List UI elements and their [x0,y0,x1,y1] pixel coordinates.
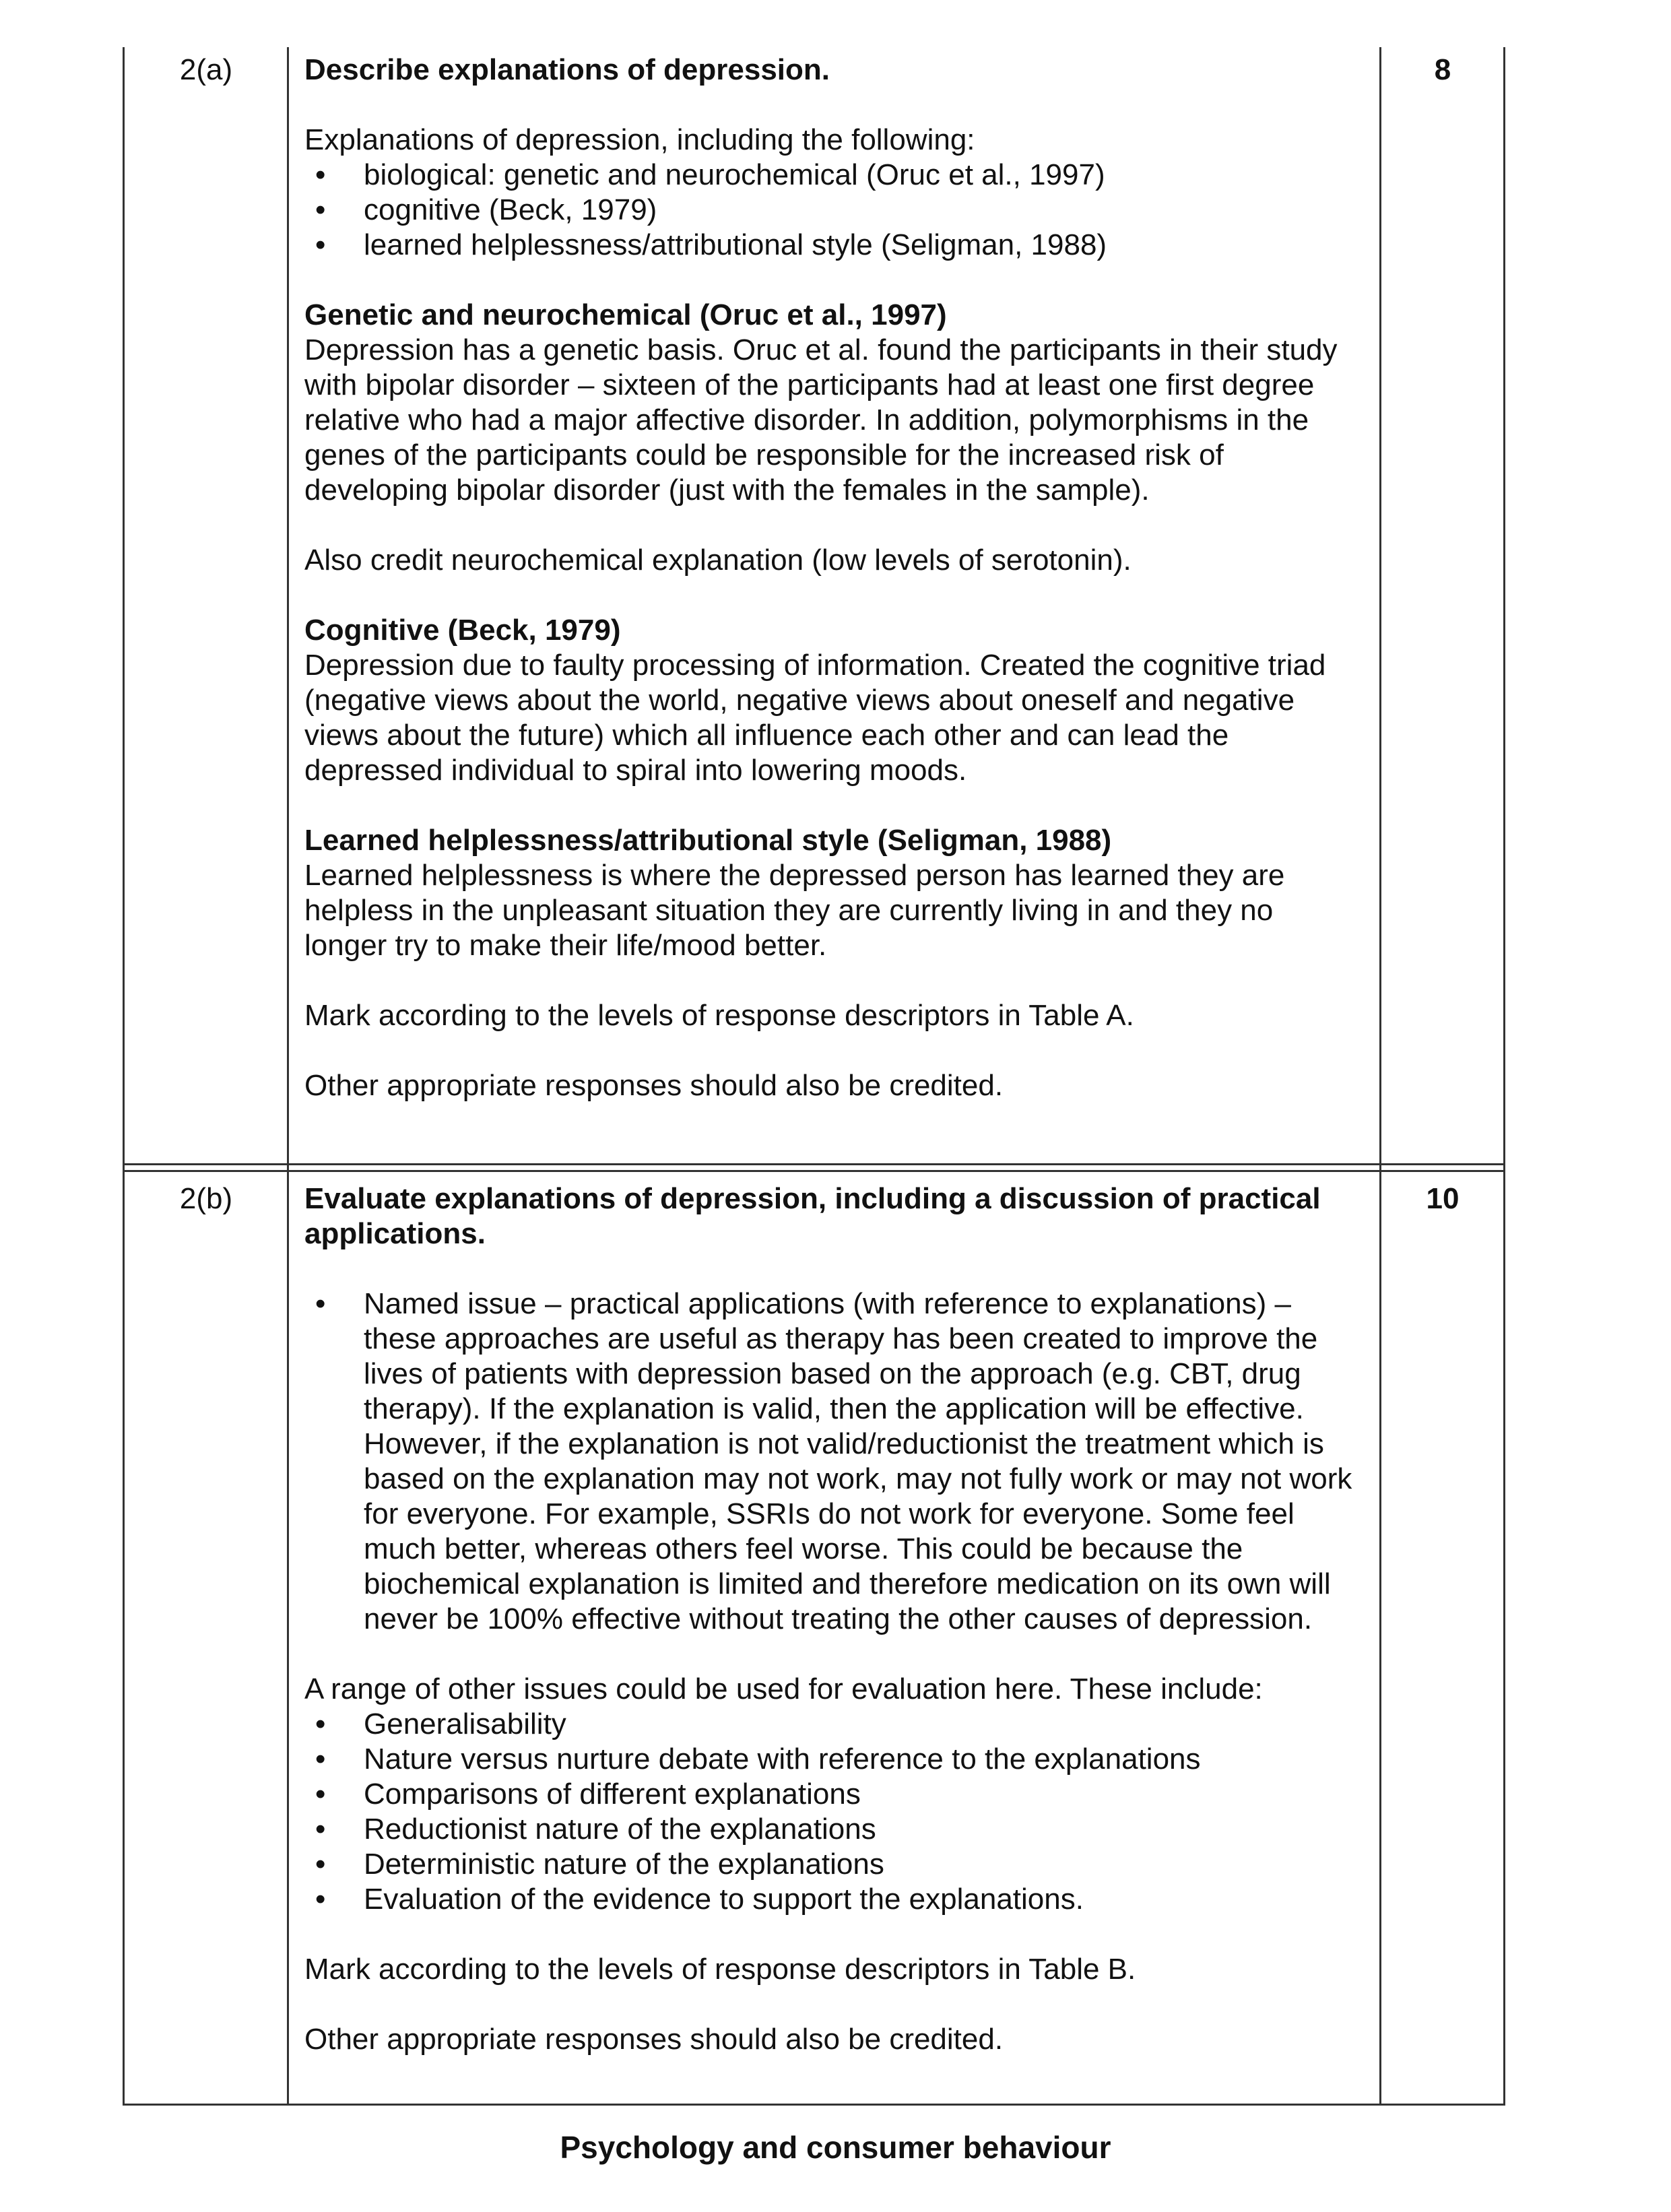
answer-content-2a [304,53,1362,1103]
table-border-col1 [287,47,289,2106]
range-intro: A range of other issues could be used for evaluation here. These include: [304,1672,1263,1705]
mark-note-2b: Mark according to the levels of response descriptors in Table B. [304,1953,1136,1986]
explanations-intro: Explanations of depression, including the following: [304,123,975,156]
marks-2b: 10 [1426,1182,1460,1215]
list-item: • Comparisons of different explanations [304,1777,1362,1812]
question-number-2b: 2(b) [179,1182,233,1215]
answer-content-2b [304,1181,1362,2057]
neurochemical-text: Also credit neurochemical explanation (low levels of serotonin). [304,544,1132,577]
question-text-2a: Describe explanations of depression. [304,53,830,86]
list-item: • Deterministic nature of the explanations [304,1847,1362,1882]
row-divider-bottom [123,1170,1505,1172]
named-issue-item: • Named issue – practical applications (with reference to explanations) – these approaches are useful as therapy has been created to improve the lives of patients with depression based on the approach (e.g. CBT, drug therapy). If the explanation is valid, then the application will be effective. However, if the explanation is not valid/reductionist the treatment which is based on the explanation may not work, may not fully work or may not work for everyone. For example, SSRIs do not work for everyone. Some feel much better, whereas others feel worse. This could be because the biochemical explanation is limited and therefore medication on its own will never be 100% effective without treating the other causes of depression. [304,1287,1362,1637]
learned-helplessness-heading: Learned helplessness/attributional style (Seligman, 1988) [304,824,1112,857]
list-item: • Evaluation of the evidence to support the explanations. [304,1882,1362,1917]
table-border-bottom [123,2104,1505,2106]
cognitive-heading: Cognitive (Beck, 1979) [304,614,621,647]
issues-list [304,1707,1362,1917]
list-item: • Generalisability [304,1707,1362,1742]
genetic-text: Depression has a genetic basis. Oruc et al. found the participants in their study with bipolar disorder – sixteen of the participants had at least one first degree relative who had a major affective disorder. In addition, polymorphisms in the genes of the participants could be responsible for the increased risk of developing bipolar disorder (just with the females in the sample). [304,333,1338,507]
cognitive-text: Depression due to faulty processing of information. Created the cognitive triad (negative views about the world, negative views about oneself and negative views about the future) which all influence each other and can lead the depressed individual to spiral into lowering moods. [304,649,1326,787]
question-number-2a: 2(a) [179,53,233,86]
section-footer-title: Psychology and consumer behaviour [560,2130,1111,2165]
list-item: • Nature versus nurture debate with reference to the explanations [304,1742,1362,1777]
marks-2a: 8 [1434,53,1451,86]
other-note-2a: Other appropriate responses should also be credited. [304,1069,1004,1102]
mark-note-2a: Mark according to the levels of response descriptors in Table A. [304,999,1134,1032]
table-border-right [1503,47,1505,2106]
table-border-col2 [1379,47,1381,2106]
genetic-heading: Genetic and neurochemical (Oruc et al., 1997) [304,298,947,331]
other-note-2b: Other appropriate responses should also be credited. [304,2023,1004,2056]
list-item: • learned helplessness/attributional style (Seligman, 1988) [304,228,1362,263]
explanations-list [304,158,1362,263]
table-border-left [123,47,125,2106]
question-text-2b: Evaluate explanations of depression, including a discussion of practical applications. [304,1182,1321,1250]
list-item: • Reductionist nature of the explanations [304,1812,1362,1847]
row-divider-top [123,1163,1505,1165]
list-item: • cognitive (Beck, 1979) [304,193,1362,228]
learned-helplessness-text: Learned helplessness is where the depressed person has learned they are helpless in the unpleasant situation they are currently living in and they no longer try to make their life/mood better. [304,859,1285,962]
named-issue-list [304,1287,1362,1637]
list-item: • biological: genetic and neurochemical (Oruc et al., 1997) [304,158,1362,193]
